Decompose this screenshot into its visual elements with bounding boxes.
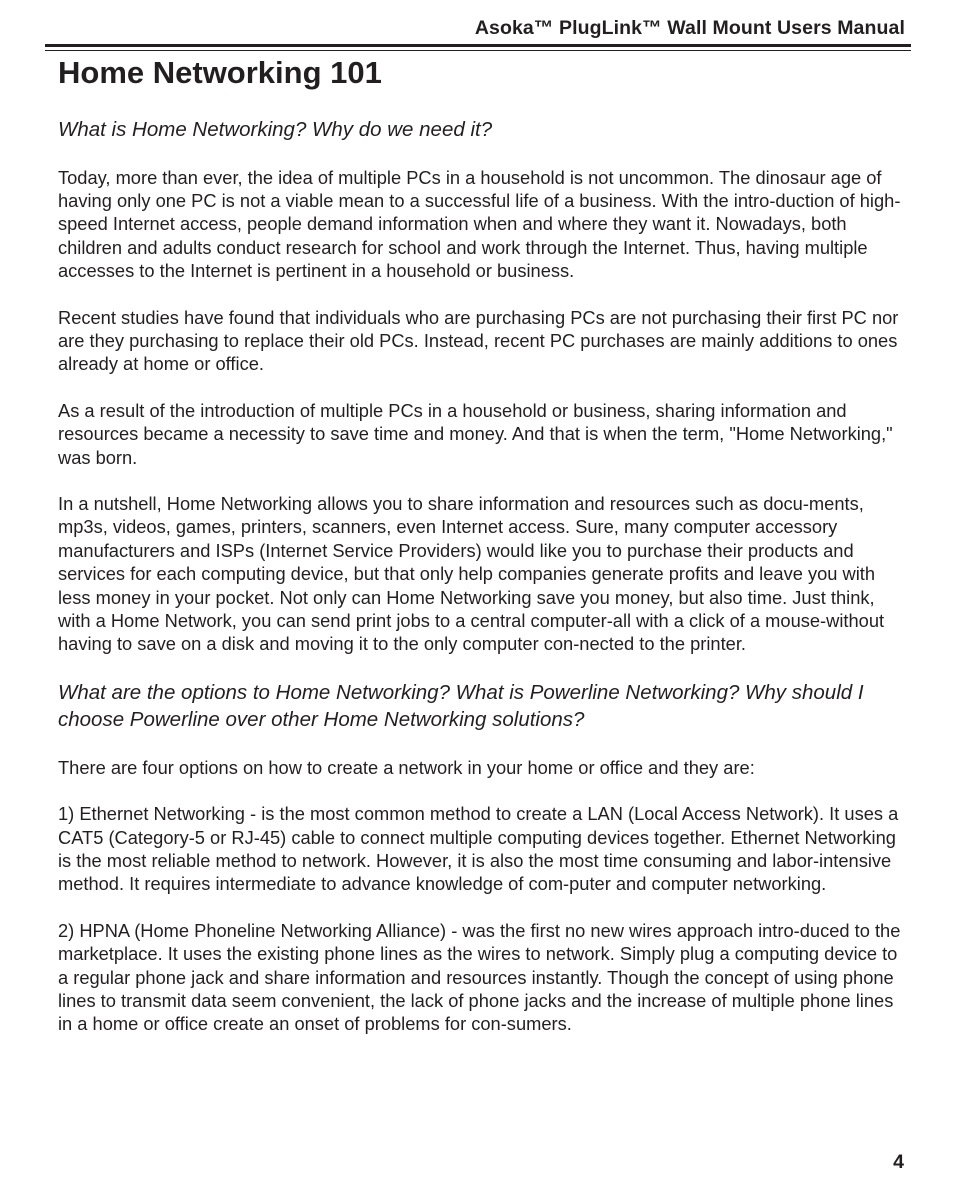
- paragraph-four-options: There are four options on how to create a network in your home or office and they are:: [58, 756, 755, 778]
- paragraph-hpna: 2) HPNA (Home Phoneline Networking Alliance) - was the first no new wires approach intro-duced to the marketplace. It uses the existing phone lines as the wires to network. Simply plug a computing device to a regular phone jack and share information and resources instantly. Though the concept of using phone lines to transmit data seem convenient, the lack of phone jacks and the increase of multiple phone lines in a home or office create an onset of problems for con-sumers.: [58, 919, 901, 1035]
- page-number: 4: [893, 1151, 904, 1173]
- paragraph-ethernet: 1) Ethernet Networking - is the most common method to create a LAN (Local Access Network). It uses a CAT5 (Category-5 or RJ-45) cable to connect multiple computing devices together. Ethernet Networking is the most reliable method to network. However, it is also the most time consuming and labor-intensive method. It requires intermediate to advance knowledge of com-puter and computer networking.: [58, 803, 899, 895]
- paragraph-nutshell: In a nutshell, Home Networking allows you to share information and resources such as docu-ments, mp3s, videos, games, printers, scanners, even Internet access. Sure, many computer accessory manufacturers and ISPs (Internet Service Providers) would like you to purchase their products and services for each computing device, but that only help companies generate profits and leave you with less money in your pocket. Not only can Home Networking save you money, but also time. Just think, with a Home Network, you can send print jobs to a central computer-all with a click of a mouse-without having to save on a disk and moving it to the only computer con-nected to the printer.: [58, 492, 885, 655]
- header-rule-thick: [45, 44, 911, 47]
- paragraph-result: As a result of the introduction of multiple PCs in a household or business, sharing information and resources became a necessity to save time and money. And that is when the term, "Home Networking," was born.: [58, 399, 893, 468]
- paragraph-intro: Today, more than ever, the idea of multiple PCs in a household is not uncommon. The dinosaur age of having only one PC is not a viable mean to a successful life of a business. With the intro-duction of high-speed Internet access, people demand information when and where they want it. Nowadays, both children and adults conduct research for school and work through the Internet. Thus, having multiple accesses to the Internet is pertinent in a household or business.: [58, 166, 901, 282]
- header-rule-thin: [45, 50, 911, 51]
- paragraph-studies: Recent studies have found that individuals who are purchasing PCs are not purchasing their first PC nor are they purchasing to replace their old PCs. Instead, recent PC purchases are mainly additions to ones already at home or office.: [58, 306, 899, 375]
- page-body: [58, 116, 903, 1036]
- page-title: Home Networking 101: [58, 55, 382, 90]
- running-header: Asoka™ PlugLink™ Wall Mount Users Manual: [474, 17, 905, 39]
- section-heading-options: What are the options to Home Networking? What is Powerline Networking? Why should I choose Powerline over other Home Networking solutions?: [58, 680, 864, 732]
- section-heading-what-is: What is Home Networking? Why do we need it?: [58, 118, 493, 141]
